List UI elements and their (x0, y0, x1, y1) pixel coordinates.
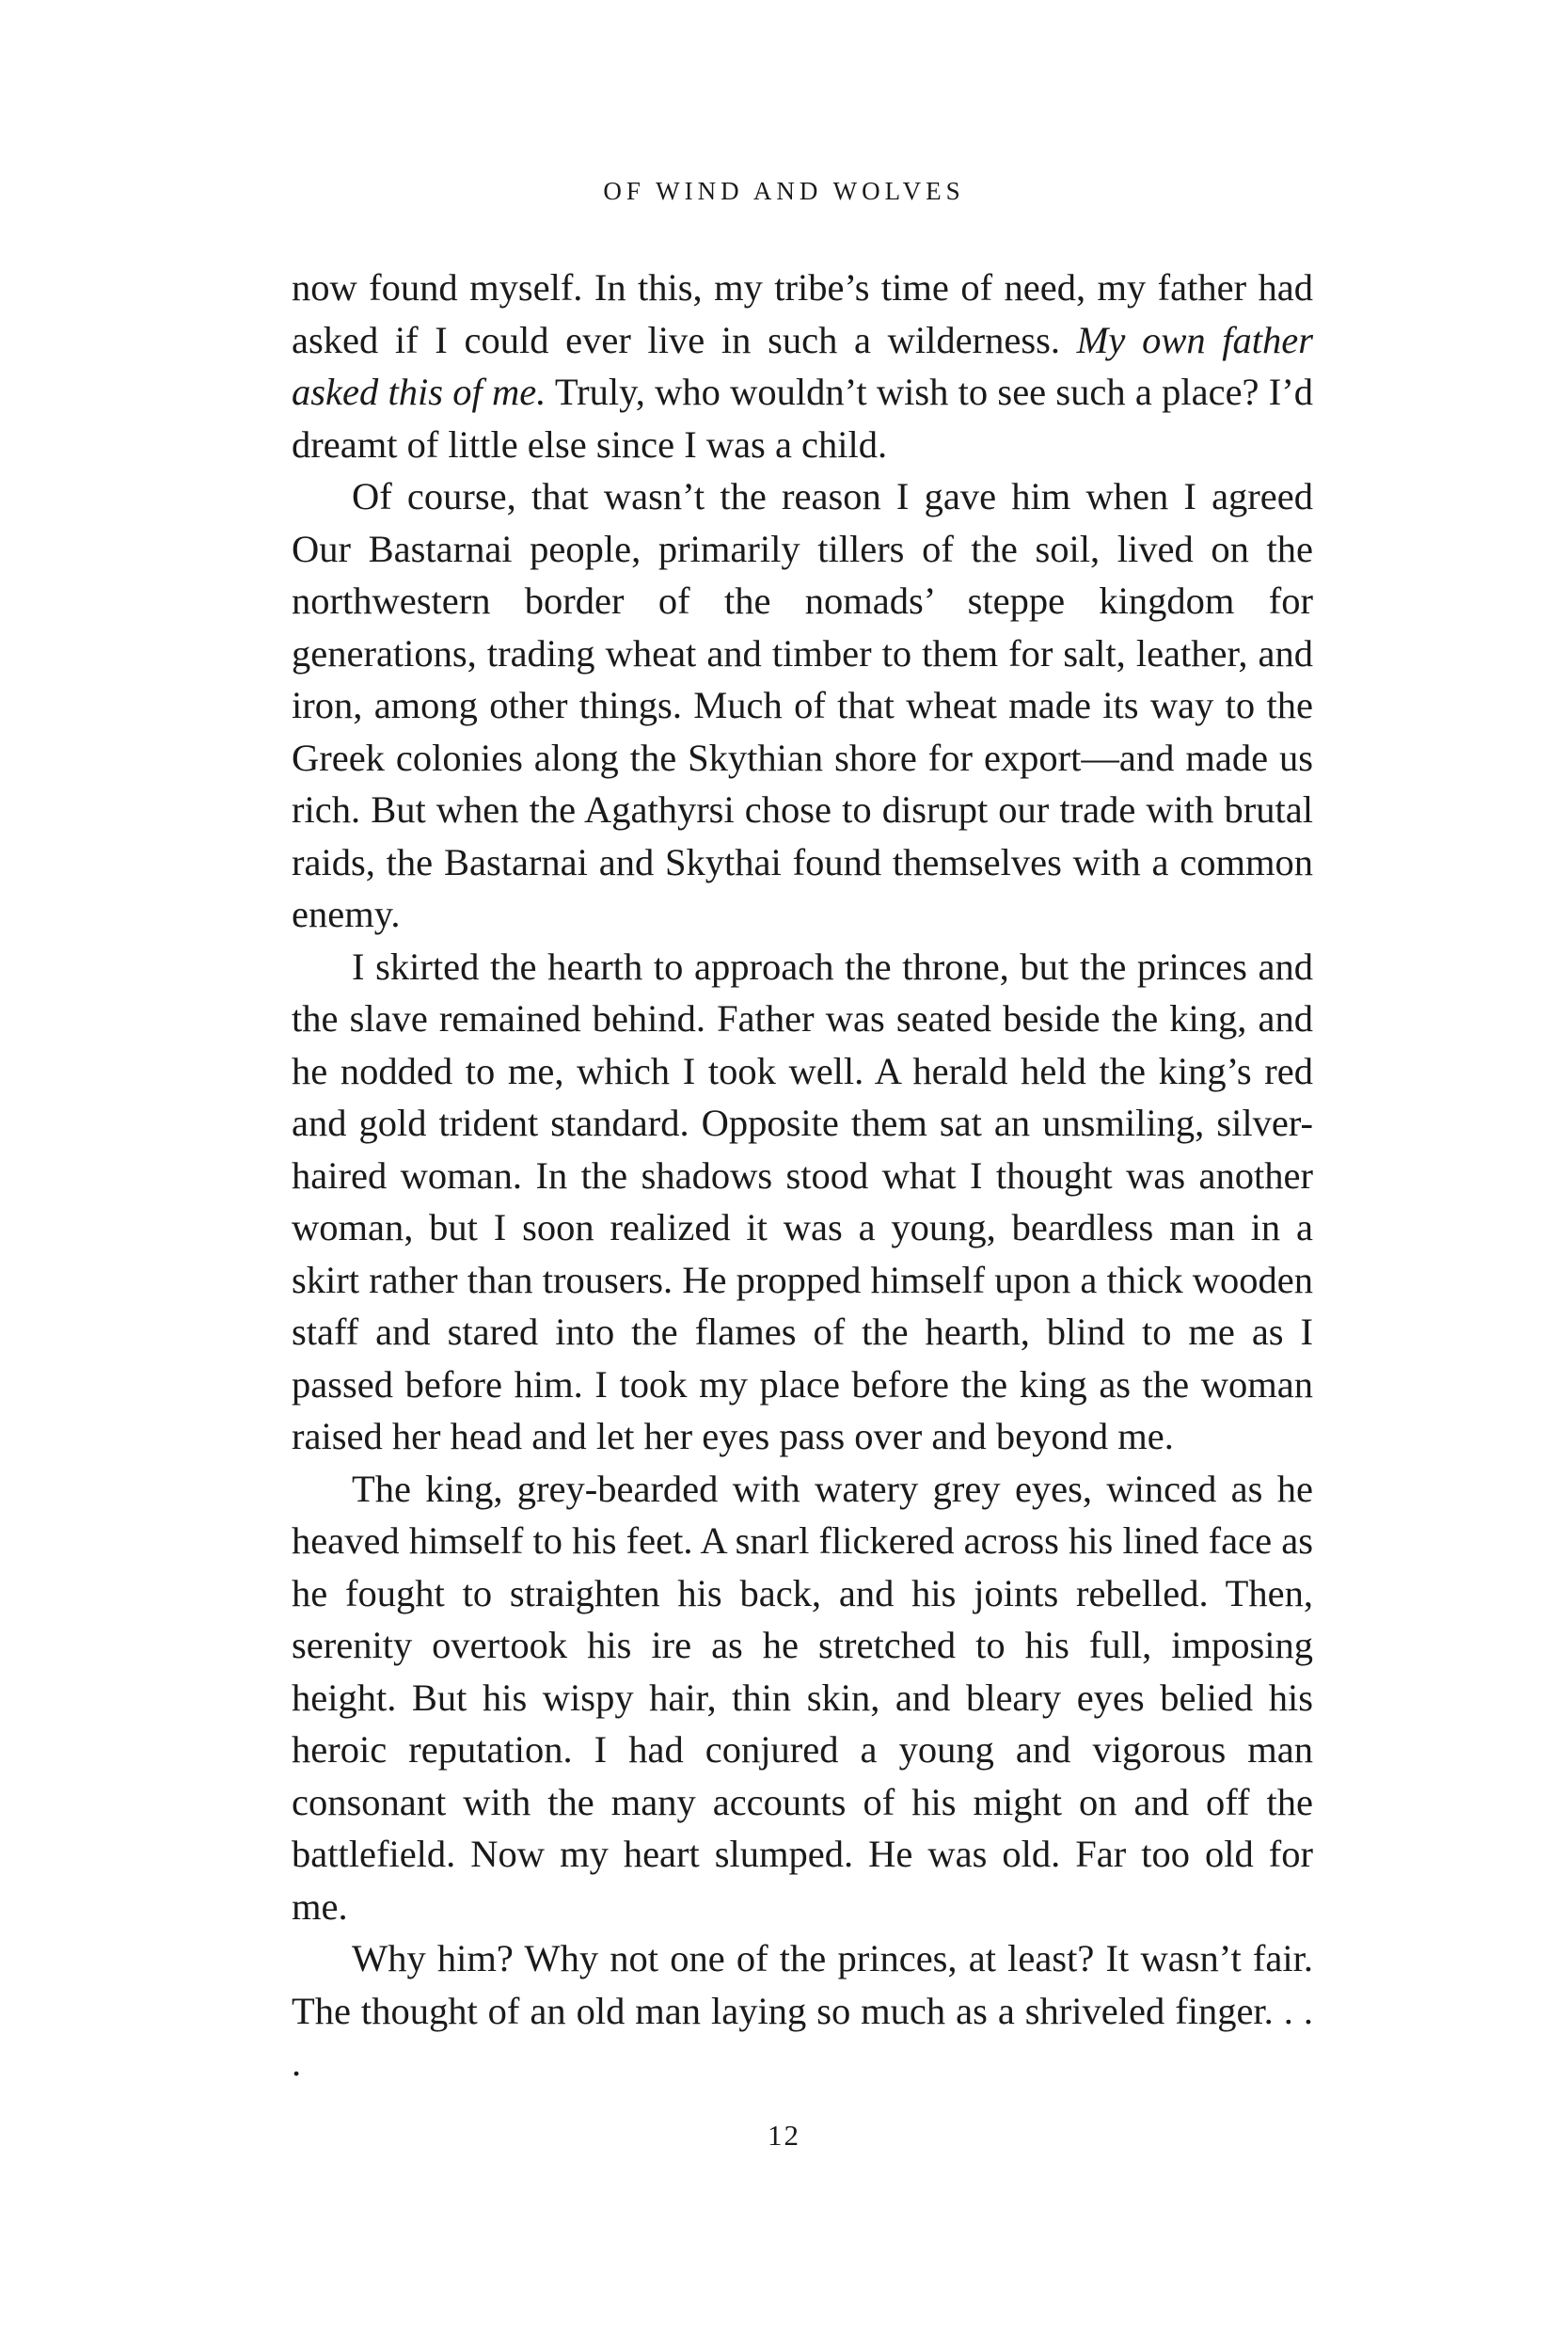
paragraph-text: now found myself. In this, my tribe’s time of need, my father had asked if I could ever live in such a wilderness. (292, 266, 1313, 361)
italic-text: My own father asked this of me. (292, 318, 1313, 413)
body-text (292, 262, 1313, 2090)
paragraph-text: Of course, that wasn’t the reason I gave him when I agreed Our Bastarnai people, primarily tillers of the soil, lived on the northwestern border of the nomads’ steppe kingdom for generations, trading wheat and timber to them for salt, leather, and iron, among other things. Much of that wheat made its way to the Greek colonies along the Skythian shore for export—and made us rich. But when the Agathyrsi chose to disrupt our trade with brutal raids, the Bastarnai and Skythai found themselves with a common enemy. (292, 475, 1313, 935)
paragraph (292, 1932, 1313, 2090)
paragraph-text: Truly, who wouldn’t wish to see such a place? I’d dreamt of little else since I was a child. (292, 371, 1313, 466)
running-head: OF WIND AND WOLVES (603, 177, 965, 205)
paragraph-text: I skirted the hearth to approach the throne, but the princes and the slave remained behind. Father was seated beside the king, and he nodded to me, which I took well. A herald held the king’s red and gold trident standard. Opposite them sat an unsmiling, silver-haired woman. In the shadows stood what I thought was another woman, but I soon realized it was a young, beardless man in a skirt rather than trousers. He propped himself upon a thick wooden staff and stared into the flames of the hearth, blind to me as I passed before him. I took my place before the king as the woman raised her head and let her eyes pass over and beyond me. (292, 945, 1313, 1457)
paragraph (292, 470, 1313, 941)
paragraph-text: Why him? Why not one of the princes, at least? It wasn’t fair. The thought of an old man laying so much as a shriveled finger. . . . (292, 1937, 1313, 2084)
paragraph-text: The king, grey-bearded with watery grey eyes, winced as he heaved himself to his feet. A snarl flickered across his lined face as he fought to straighten his back, and his joints rebelled. Then, serenity overtook his ire as he stretched to his full, imposing height. But his wispy hair, thin skin, and bleary eyes belied his heroic reputation. I had conjured a young and vigorous man consonant with the many accounts of his might on and off the battlefield. Now my heart slumped. He was old. Far too old for me. (292, 1467, 1313, 1928)
paragraph (292, 1463, 1313, 1933)
page-number: 12 (768, 2119, 800, 2152)
paragraph (292, 262, 1313, 470)
paragraph (292, 941, 1313, 1463)
